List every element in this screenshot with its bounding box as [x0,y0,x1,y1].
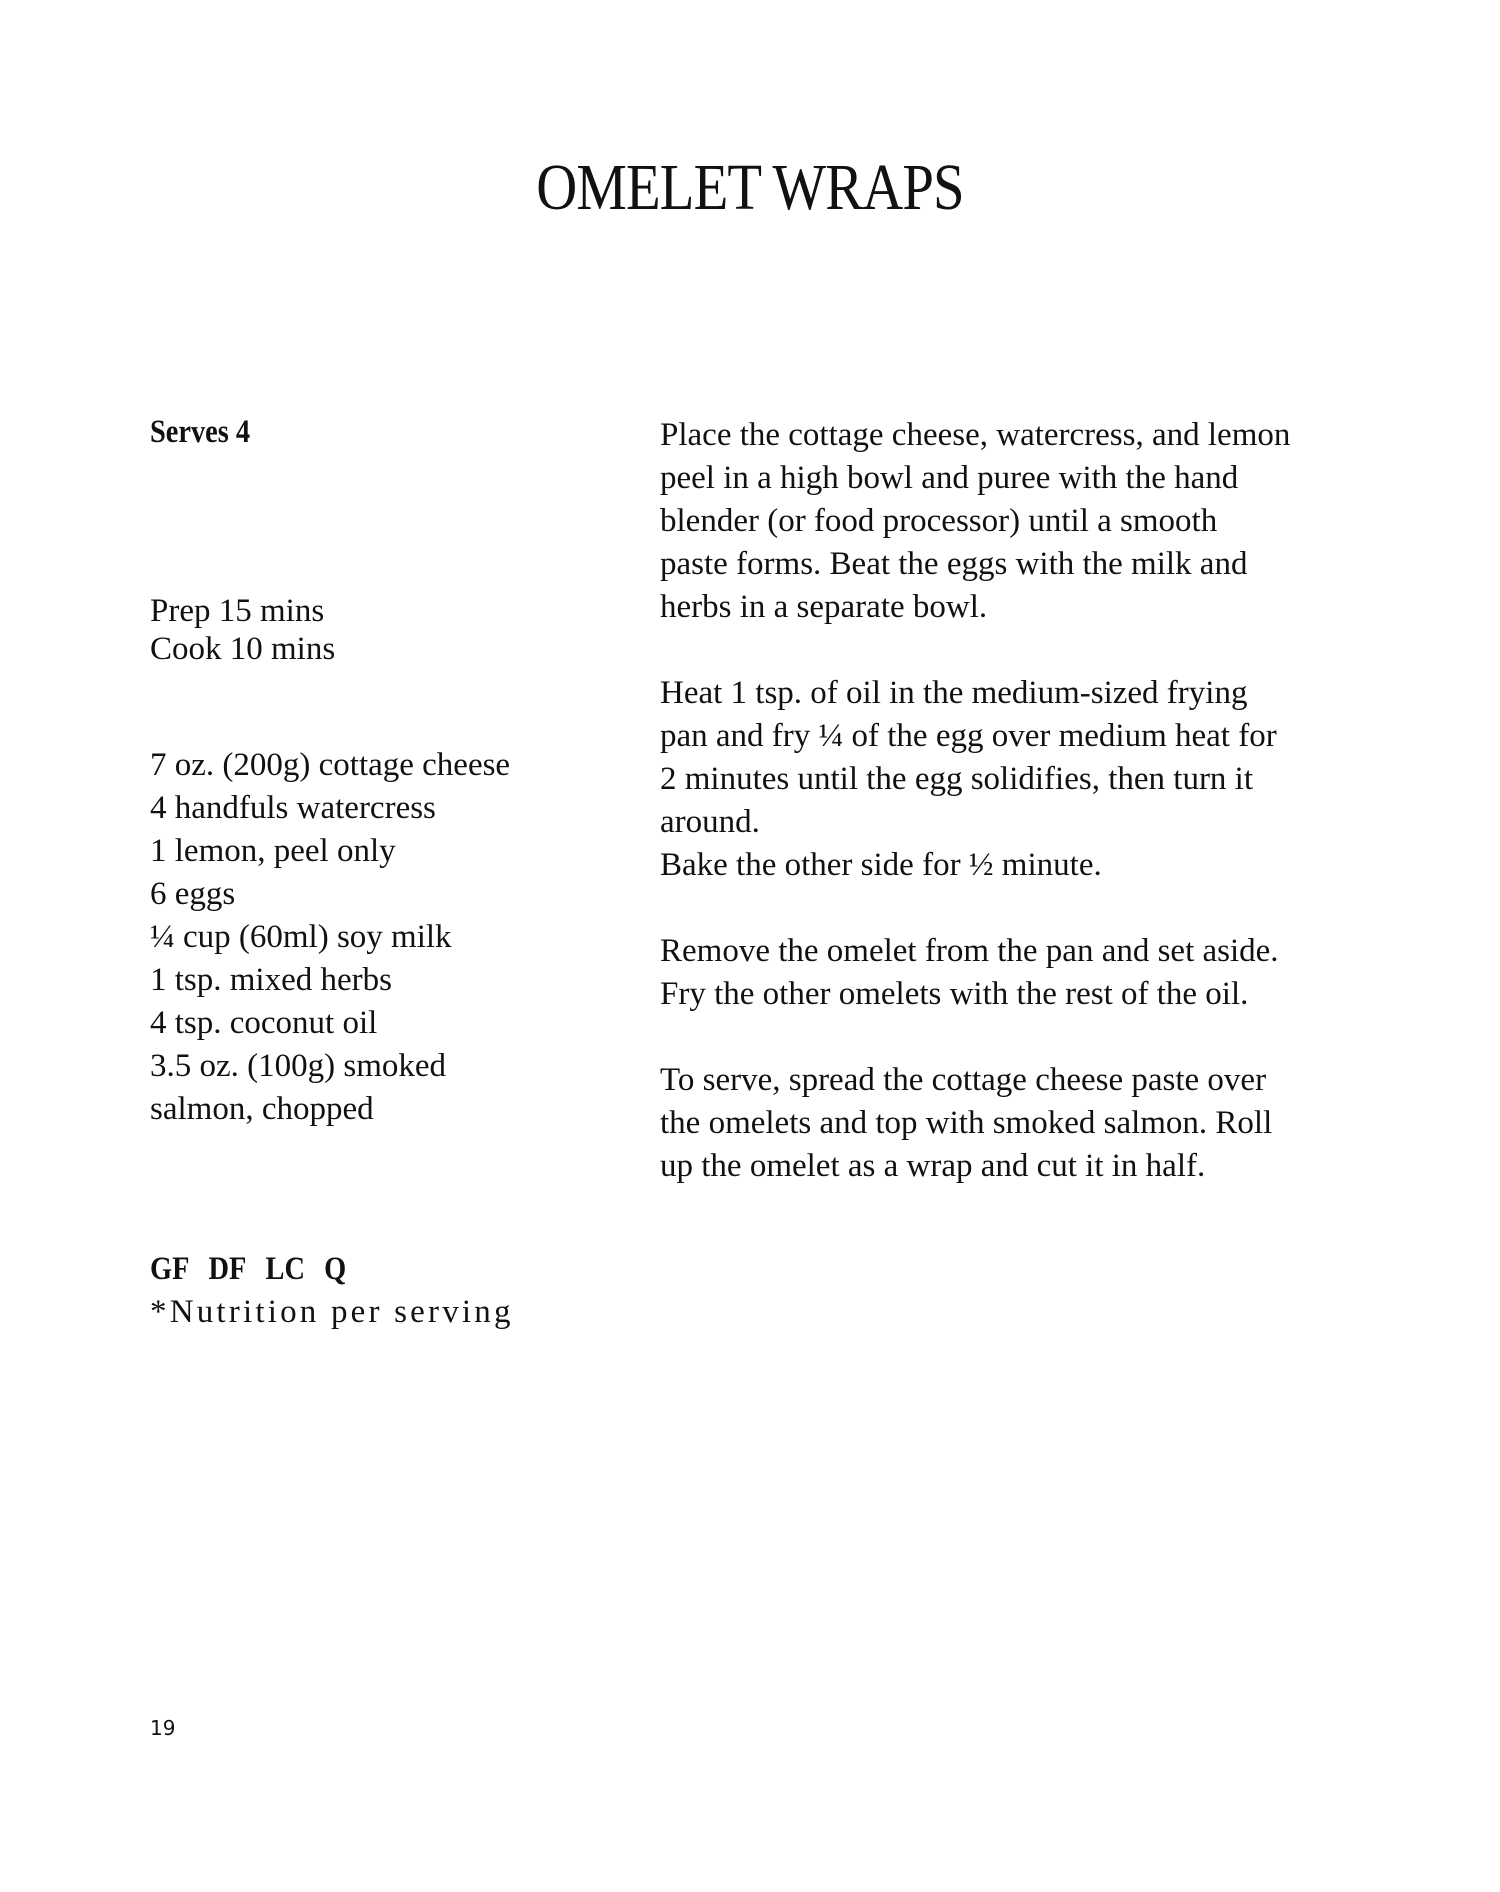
nutrition-note: *Nutrition per serving [150,1294,514,1330]
ingredient-item: ¼ cup (60ml) soy milk [150,919,452,955]
cook-time: Cook 10 mins [150,631,336,667]
ingredient-item: 4 tsp. coconut oil [150,1005,378,1041]
instruction-paragraph: Remove the omelet from the pan and set aside. Fry the other omelets with the rest of the oil. [660,933,1279,1012]
page-number: 19 [150,1716,176,1740]
ingredient-item: 6 eggs [150,876,236,912]
diet-tag: Q [324,1251,347,1287]
ingredient-item: 1 tsp. mixed herbs [150,962,392,998]
instruction-paragraph: Place the cottage cheese, watercress, and lemon peel in a high bowl and puree with the hand blender (or food processor) until a smooth paste forms. Beat the eggs with the milk and herbs in a separate bowl. [660,417,1291,625]
diet-tags [150,1248,358,1291]
diet-tag: GF [150,1251,190,1287]
instruction-paragraph: Heat 1 tsp. of oil in the medium-sized frying pan and fry ¼ of the egg over medium heat for 2 minutes until the egg solidifies, then turn it around. Bake the other side for ½ minute. [660,675,1277,883]
instructions-column [660,414,1360,1231]
time-info [150,592,630,668]
prep-time: Prep 15 mins [150,593,325,629]
recipe-info-column [150,410,630,1131]
instruction-paragraph: To serve, spread the cottage cheese paste over the omelets and top with smoked salmon. Roll up the omelet as a wrap and cut it in half. [660,1062,1273,1184]
ingredient-item: 4 handfuls watercress [150,790,436,826]
servings-label: Serves 4 [150,414,251,450]
ingredients-list [150,744,630,1131]
ingredient-item: 7 oz. (200g) cottage cheese [150,747,511,783]
ingredient-item: 3.5 oz. (100g) smoked salmon, chopped [150,1048,447,1127]
recipe-title: OMELET WRAPS [536,151,964,224]
ingredient-item: 1 lemon, peel only [150,833,396,869]
diet-tag: DF [208,1251,247,1287]
diet-tag: LC [265,1251,305,1287]
